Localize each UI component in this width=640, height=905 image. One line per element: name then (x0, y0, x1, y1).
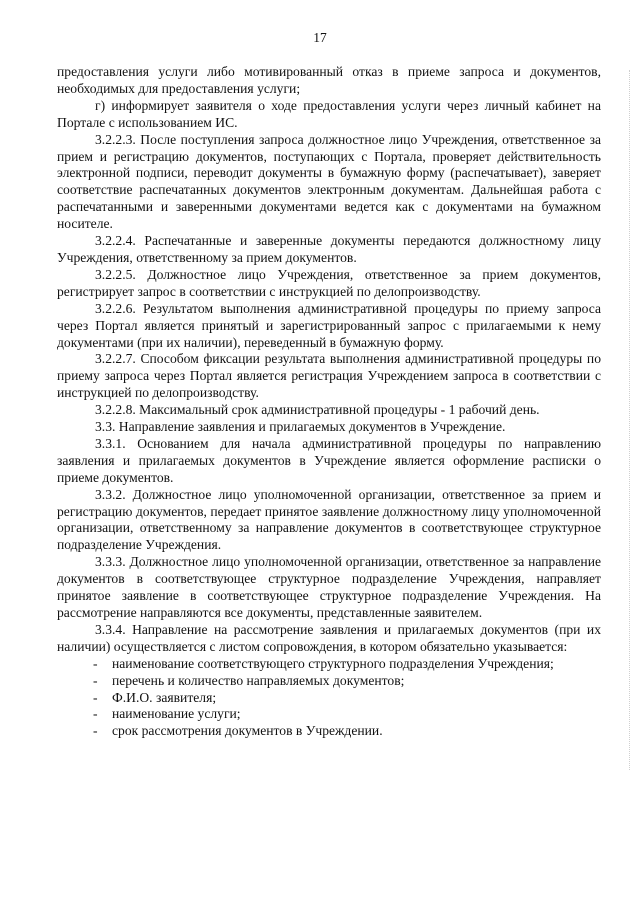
paragraph: 3.3.3. Должностное лицо уполномоченной организации, ответственное за направление документов в соответствующее структурное подразделение Учреждения, направляет принятое заявление в соответствующее структурное подразделение Учреждения. На рассмотрение направляются все документы, представленные заявителем. (57, 554, 601, 620)
list-item (57, 673, 601, 690)
paragraph: г) информирует заявителя о ходе предоставления услуги через личный кабинет на Портале с использованием ИС. (57, 97, 601, 130)
page-number: 17 (313, 30, 327, 45)
list-marker: - (93, 672, 98, 688)
paragraph: 3.3.2. Должностное лицо уполномоченной организации, ответственное за прием и регистрацию документов, передает принятое заявление должностному лицу уполномоченной организации, ответственному за направление документов в соответствующее структурное подразделение Учреждения. (57, 486, 601, 553)
list-item-text: наименование соответствующего структурного подразделения Учреждения; (112, 655, 554, 671)
list-marker: - (93, 723, 98, 739)
list-item (57, 723, 601, 740)
document-body (57, 64, 601, 740)
scan-margin-artifact (627, 70, 630, 770)
paragraph: 3.2.2.6. Результатом выполнения административной процедуры по приему запроса через Портал является принятый и зарегистрированный запрос с прилагаемыми к нему документами (при их наличии), переведенный в бумажную форму. (57, 300, 601, 350)
paragraph: предоставления услуги либо мотивированный отказ в приеме запроса и документов, необходимых для предоставления услуги; (57, 64, 601, 96)
paragraph: 3.3.4. Направление на рассмотрение заявления и прилагаемых документов (при их наличии) осуществляется с листом сопровождения, в котором обязательно указывается: (57, 621, 601, 654)
paragraph: 3.3.1. Основанием для начала административной процедуры по направлению заявления и прилагаемых документов в Учреждение является оформление расписки о приеме документов. (57, 435, 601, 485)
required-fields-list (57, 656, 601, 741)
paragraph: 3.3. Направление заявления и прилагаемых документов в Учреждение. (95, 419, 506, 435)
list-item-text: наименование услуги; (112, 706, 241, 722)
paragraph: 3.2.2.8. Максимальный срок административной процедуры - 1 рабочий день. (95, 402, 540, 418)
list-item (57, 690, 601, 707)
list-item (57, 706, 601, 723)
list-marker: - (93, 706, 98, 722)
paragraph: 3.2.2.5. Должностное лицо Учреждения, ответственное за прием документов, регистрирует запрос в соответствии с инструкцией по делопроизводству. (57, 266, 601, 299)
list-marker: - (93, 689, 98, 705)
list-item-text: Ф.И.О. заявителя; (112, 689, 217, 705)
list-marker: - (93, 655, 98, 671)
paragraph: 3.2.2.4. Распечатанные и заверенные документы передаются должностному лицу Учреждения, ответственному за прием документов. (57, 233, 601, 265)
list-item-text: перечень и количество направляемых документов; (112, 672, 405, 688)
list-item-text: срок рассмотрения документов в Учреждении. (112, 723, 383, 739)
paragraph: 3.2.2.3. После поступления запроса должностное лицо Учреждения, ответственное за прием и регистрацию документов, поступающих с Портала, проверяет действительность электронной подписи, переводит документы в бумажную форму (распечатывает), заверяет соответствие распечатанных документов электронным документам. Дальнейшая работа с распечатанными и заверенными документами ведется как с документами на бумажном носителе. (57, 131, 601, 232)
paragraph: 3.2.2.7. Способом фиксации результата выполнения административной процедуры по приему запроса через Портал является регистрация Учреждением запроса в соответствии с инструкцией по делопроизводству. (57, 351, 601, 401)
list-item (57, 656, 601, 673)
